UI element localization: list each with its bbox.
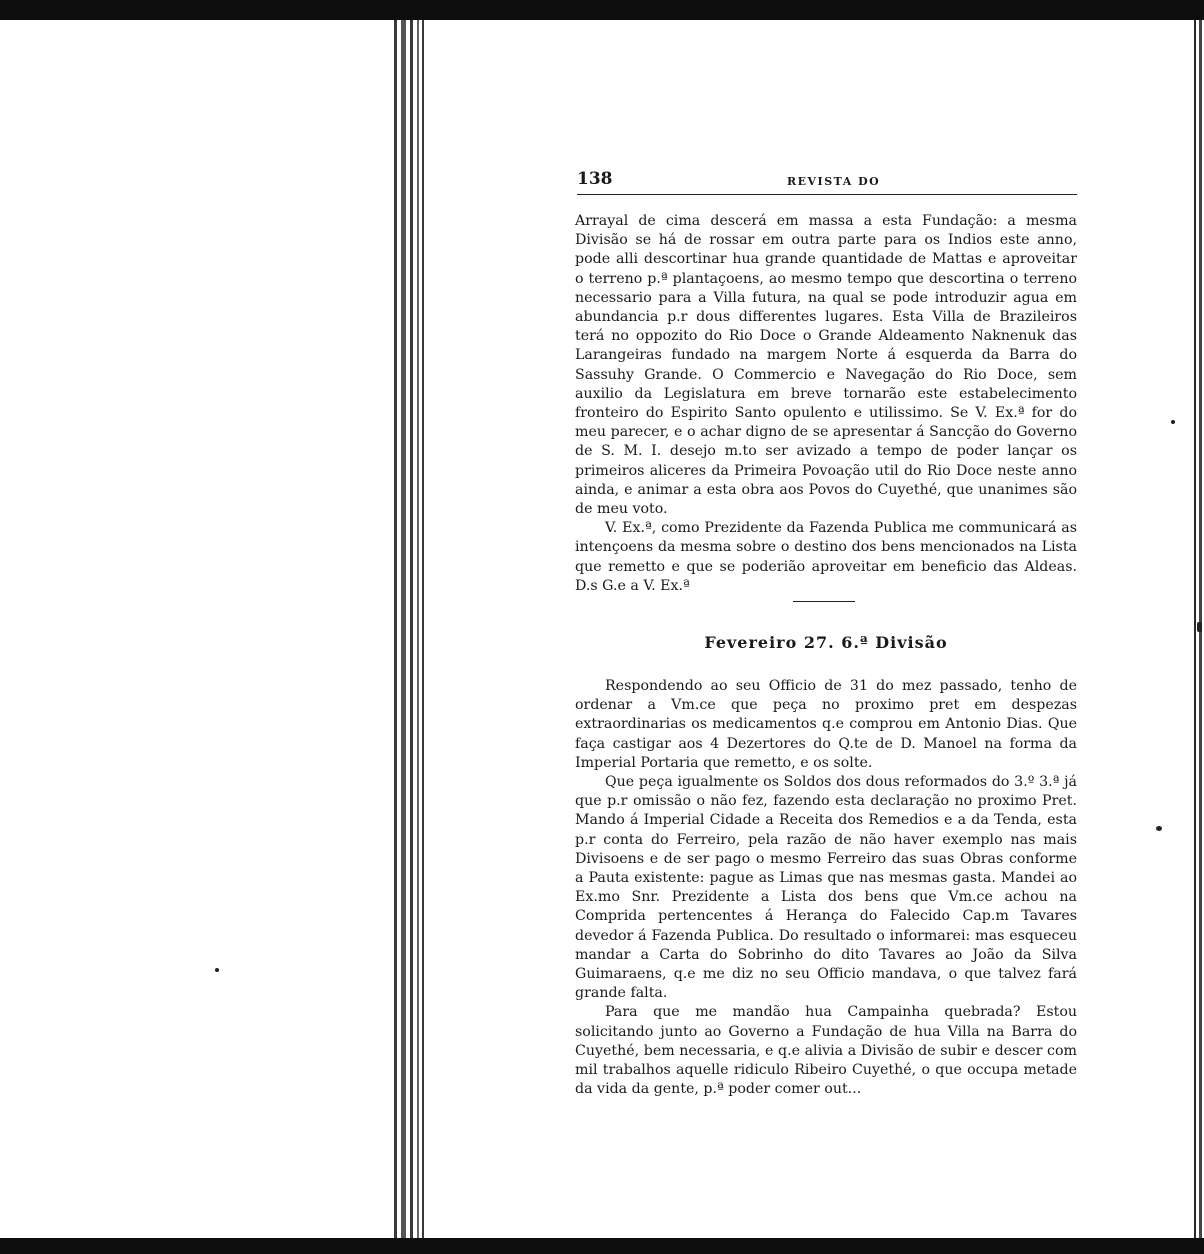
scan-speck	[1156, 826, 1162, 831]
scan-speck	[1197, 622, 1202, 632]
paragraph: Respondendo ao seu Officio de 31 do mez passado, tenho de ordenar a Vm.ce que peça no proximo pret em despezas extraordinarias os medicamentos q.e comprou em Antonio Dias. Que faça castigar aos 4 Dezertores do Q.te de D. Manoel na forma da Imperial Portaria que remetto, e os solte.	[575, 678, 1077, 771]
section-divider	[793, 601, 855, 602]
paragraph: V. Ex.ª, como Prezidente da Fazenda Publica me communicará as intençoens da mesma sobre o destino dos bens mencionados na Lista que remetto e que se poderião aproveitar em beneficio das Aldeas. D.s G.e a V. Ex.ª	[575, 520, 1077, 594]
scan-speck	[1171, 420, 1175, 424]
page-header	[577, 165, 1077, 193]
paragraph: Que peça igualmente os Soldos dos dous reformados do 3.º 3.ª já que p.r omissão o não fez, fazendo esta declaração no proximo Pret. Mando á Imperial Cidade a Receita dos Remedios e a da Tenda, esta p.r conta do Ferreiro, pela razão de não haver exemplo nas mais Divisoens e de ser pago o mesmo Ferreiro das suas Obras conforme a Pauta existente: pague as Limas que nas mesmas gasta. Mandei ao Ex.mo Snr. Prezidente a Lista dos bens que Vm.ce achou na Comprida pertencentes á Herança do Falecido Cap.m Tavares devedor á Fazenda Publica. Do resultado o informarei: mas esqueceu mandar a Carta do Sobrinho do dito Tavares ao João da Silva Guimaraens, q.e me diz no seu Officio mandava, o que talvez fará grande falta.	[575, 774, 1077, 1002]
running-head: REVISTA DO	[787, 175, 881, 188]
letter-2-text	[575, 677, 1077, 1099]
header-rule	[577, 194, 1077, 195]
letter-1-text	[575, 212, 1077, 596]
book-spine-gutter	[392, 20, 426, 1238]
paragraph: Arrayal de cima descerá em massa a esta Fundação: a mesma Divisão se há de rossar em outra parte para os Indios este anno, pode alli descortinar hua grande quantidade de Mattas e aproveitar o terreno p.ª plantaçoens, ao mesmo tempo que descortina o terreno necessario para a Villa futura, na qual se pode introduzir agua em abundancia p.r dous differentes lugares. Esta Villa de Brazileiros terá no oppozito do Rio Doce o Grande Aldeamento Naknenuk das Larangeiras fundado na margem Norte á esquerda da Barra do Sassuhy Grande. O Commercio e Navegação do Rio Doce, sem auxilio da Legislatura em breve tornarão este estabelecimento fronteiro do Espirito Santo opulento e utilissimo. Se V. Ex.ª for do meu parecer, e o achar digno de se apresentar á Sancção do Governo de S. M. I. desejo m.to ser avizado a tempo de poder lançar os primeiros aliceres da Primeira Povoação util do Rio Doce neste anno ainda, e animar a esta obra aos Povos do Cuyethé, que unanimes são de meu voto.	[575, 213, 1077, 518]
section-heading: Fevereiro 27. 6.ª Divisão	[704, 633, 948, 652]
scan-speck	[215, 968, 219, 972]
paragraph: Para que me mandão hua Campainha quebrada? Estou solicitando junto ao Governo a Fundação de hua Villa na Barra do Cuyethé, bem necessaria, e q.e alivia a Divisão de subir e descer com mil trabalhos aquelle ridiculo Ribeiro Cuyethé, o que occupa metade da vida da gente, p.ª poder comer out...	[575, 1004, 1077, 1098]
scan-bottom-border	[0, 1238, 1204, 1254]
scan-top-border	[0, 0, 1204, 20]
page-number: 138	[577, 169, 613, 189]
